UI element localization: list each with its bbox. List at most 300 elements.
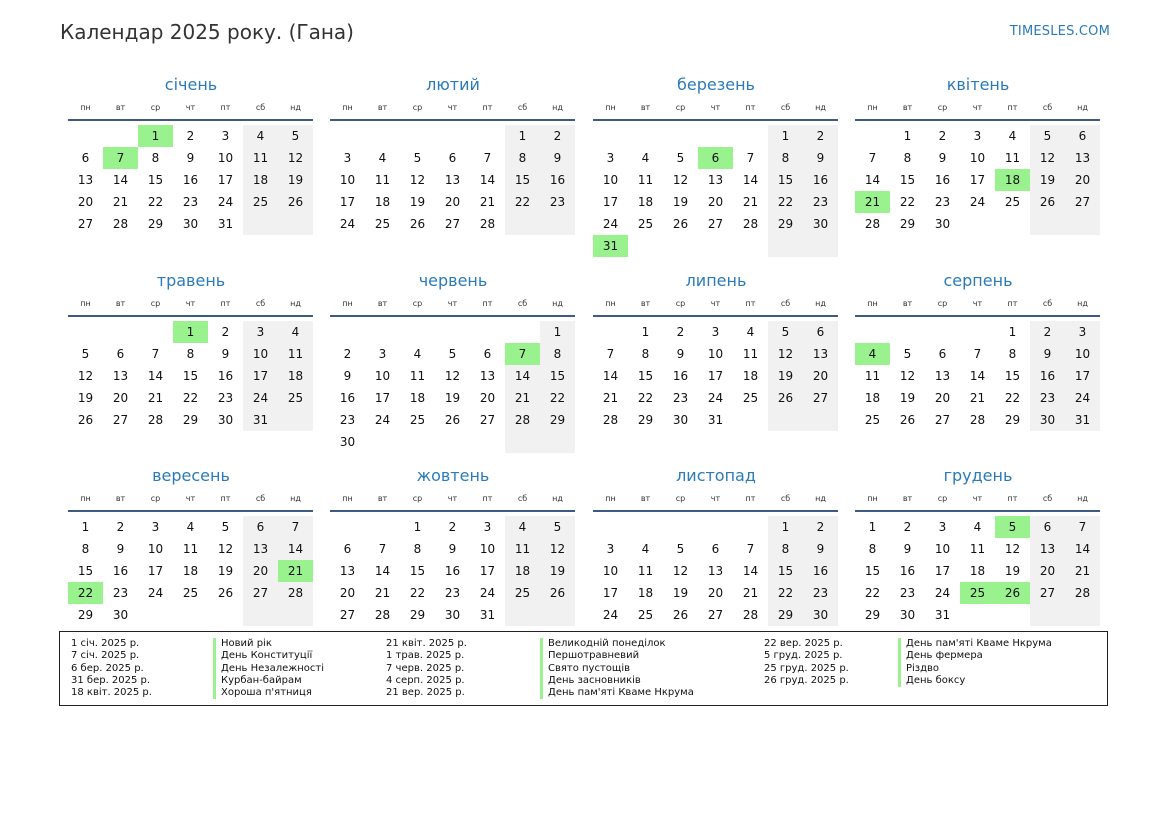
day-cell: 25 <box>637 608 654 622</box>
weekday-header <box>855 98 1101 118</box>
day-cell: 26 <box>409 217 426 231</box>
weekday-label: нд <box>815 494 826 503</box>
month-name: липень <box>685 271 747 290</box>
day-cell: 29 <box>768 213 803 235</box>
day-cell: 28 <box>479 217 496 231</box>
empty-day-cell <box>400 125 435 147</box>
empty-day-cell <box>593 516 628 538</box>
days-grid <box>593 125 839 257</box>
day-cell: 29 <box>409 608 426 622</box>
empty-day-cell <box>540 431 575 453</box>
day-cell: 10 <box>147 542 164 556</box>
day-cell: 12 <box>409 173 426 187</box>
weekday-label: чт <box>447 103 458 112</box>
weekday-header <box>330 294 576 314</box>
empty-day-cell <box>628 125 663 147</box>
day-cell: 30 <box>672 413 689 427</box>
day-cell: 10 <box>374 369 391 383</box>
site-link[interactable]: TIMESLES.COM <box>1009 24 1110 39</box>
day-cell: 11 <box>409 369 426 383</box>
day-cell: 12 <box>1004 542 1021 556</box>
holiday-date: 21 квіт. 2025 р. <box>386 638 467 649</box>
weekday-label: нд <box>290 299 301 308</box>
day-cell: 13 <box>243 538 278 560</box>
day-cell: 14 <box>742 173 759 187</box>
day-cell: 16 <box>540 169 575 191</box>
header-divider <box>855 315 1100 317</box>
weekday-header <box>593 489 839 509</box>
day-cell: 1 <box>903 129 912 143</box>
day-cell: 24 <box>969 195 986 209</box>
holiday-name: День пам'яті Кваме Нкрума <box>906 638 1052 649</box>
day-cell: 1 <box>505 125 540 147</box>
days-grid <box>855 125 1101 235</box>
weekday-label: нд <box>290 103 301 112</box>
header-divider <box>330 119 575 121</box>
day-cell: 9 <box>803 147 838 169</box>
day-cell: 27 <box>444 217 461 231</box>
weekday-label: вт <box>377 494 388 503</box>
month-name: травень <box>156 271 226 290</box>
weekday-label: сб <box>780 299 791 308</box>
day-cell: 21 <box>505 387 540 409</box>
day-cell: 13 <box>707 173 724 187</box>
day-cell: 14 <box>742 564 759 578</box>
day-cell: 16 <box>444 564 461 578</box>
month-block <box>593 72 839 257</box>
weekday-header <box>68 98 314 118</box>
day-cell: 25 <box>742 391 759 405</box>
empty-day-cell <box>365 321 400 343</box>
day-cell: 13 <box>479 369 496 383</box>
day-cell: 19 <box>1004 564 1021 578</box>
empty-day-cell <box>435 125 470 147</box>
day-cell: 21 <box>112 195 129 209</box>
day-cell: 8 <box>768 147 803 169</box>
day-cell: 28 <box>505 409 540 431</box>
day-cell: 11 <box>637 564 654 578</box>
month-block <box>68 72 314 235</box>
day-cell: 29 <box>1004 413 1021 427</box>
day-cell: 6 <box>1030 516 1065 538</box>
day-cell: 3 <box>973 129 982 143</box>
weekday-label: чт <box>972 494 983 503</box>
day-cell: 22 <box>637 391 654 405</box>
empty-day-cell <box>330 321 365 343</box>
day-cell: 5 <box>221 520 230 534</box>
day-cell: 27 <box>339 608 356 622</box>
day-cell: 14 <box>602 369 619 383</box>
day-cell: 8 <box>413 542 422 556</box>
day-cell: 26 <box>540 582 575 604</box>
day-cell: 9 <box>186 151 195 165</box>
weekday-label: вт <box>902 103 913 112</box>
day-cell: 7 <box>746 542 755 556</box>
day-cell: 28 <box>742 608 759 622</box>
empty-day-cell <box>470 321 505 343</box>
day-cell: 12 <box>672 173 689 187</box>
day-cell: 5 <box>676 542 685 556</box>
day-cell: 26 <box>672 217 689 231</box>
empty-day-cell <box>855 125 890 147</box>
day-cell: 10 <box>479 542 496 556</box>
day-cell: 27 <box>1030 582 1065 604</box>
day-cell: 12 <box>672 564 689 578</box>
day-cell: 22 <box>540 387 575 409</box>
day-cell: 20 <box>77 195 94 209</box>
weekday-label: вт <box>115 299 126 308</box>
legend-dates-column <box>71 638 152 699</box>
day-cell: 30 <box>899 608 916 622</box>
days-grid <box>330 321 576 453</box>
day-cell: 9 <box>540 147 575 169</box>
day-cell: 8 <box>868 542 877 556</box>
day-cell: 3 <box>483 520 492 534</box>
day-cell: 4 <box>413 347 422 361</box>
day-cell: 27 <box>77 217 94 231</box>
day-cell: 18 <box>243 169 278 191</box>
month-block <box>593 463 839 626</box>
day-cell: 14 <box>112 173 129 187</box>
day-cell: 15 <box>768 560 803 582</box>
day-cell: 16 <box>182 173 199 187</box>
day-cell: 27 <box>707 217 724 231</box>
day-cell: 21 <box>278 560 313 582</box>
holiday-name: День засновників <box>548 674 641 686</box>
day-cell: 14 <box>969 369 986 383</box>
header-divider <box>593 119 838 121</box>
weekday-label: пн <box>80 494 91 503</box>
empty-day-cell <box>330 125 365 147</box>
empty-day-cell <box>698 125 733 147</box>
weekday-label: пт <box>745 103 756 112</box>
day-cell: 25 <box>505 582 540 604</box>
day-cell: 29 <box>864 608 881 622</box>
day-cell: 24 <box>1065 387 1100 409</box>
empty-day-cell <box>138 604 173 626</box>
day-cell: 15 <box>637 369 654 383</box>
day-cell: 15 <box>899 173 916 187</box>
weekday-header <box>68 294 314 314</box>
month-block <box>68 463 314 626</box>
day-cell: 29 <box>147 217 164 231</box>
weekday-label: пн <box>80 299 91 308</box>
weekday-label: нд <box>1077 103 1088 112</box>
weekday-label: чт <box>185 299 196 308</box>
day-cell: 10 <box>969 151 986 165</box>
empty-day-cell <box>768 409 803 431</box>
day-cell: 23 <box>899 586 916 600</box>
day-cell: 12 <box>1030 147 1065 169</box>
day-cell: 2 <box>803 125 838 147</box>
legend-dates-column <box>764 638 849 687</box>
day-cell: 23 <box>444 586 461 600</box>
weekday-label: чт <box>972 299 983 308</box>
day-cell: 26 <box>899 413 916 427</box>
day-cell: 4 <box>278 321 313 343</box>
empty-day-cell <box>890 321 925 343</box>
month-name: березень <box>677 75 755 94</box>
weekday-header <box>855 294 1101 314</box>
empty-day-cell <box>330 516 365 538</box>
day-cell: 26 <box>1030 191 1065 213</box>
weekday-label: ср <box>150 103 161 112</box>
day-cell: 16 <box>217 369 234 383</box>
day-cell: 11 <box>374 173 391 187</box>
day-cell: 6 <box>803 321 838 343</box>
day-cell: 2 <box>938 129 947 143</box>
day-cell: 22 <box>899 195 916 209</box>
weekday-label: нд <box>552 299 563 308</box>
day-cell: 25 <box>864 413 881 427</box>
day-cell: 2 <box>186 129 195 143</box>
holiday-name: День пам'яті Кваме Нкрума <box>548 687 694 699</box>
day-cell: 20 <box>1065 169 1100 191</box>
days-grid <box>593 321 839 431</box>
day-cell: 30 <box>934 217 951 231</box>
day-cell: 19 <box>672 586 689 600</box>
day-cell: 23 <box>1030 387 1065 409</box>
month-block <box>855 268 1101 431</box>
empty-day-cell <box>103 125 138 147</box>
day-cell: 11 <box>278 343 313 365</box>
day-cell: 29 <box>182 413 199 427</box>
empty-day-cell <box>470 431 505 453</box>
weekday-label: пт <box>1007 103 1018 112</box>
empty-day-cell <box>995 604 1030 626</box>
empty-day-cell <box>768 235 803 257</box>
day-cell: 30 <box>182 217 199 231</box>
legend-names-column <box>898 638 1052 687</box>
day-cell: 21 <box>479 195 496 209</box>
days-grid <box>68 321 314 431</box>
weekday-label: ср <box>150 494 161 503</box>
empty-day-cell <box>243 604 278 626</box>
weekday-label: вт <box>377 103 388 112</box>
day-cell: 31 <box>479 608 496 622</box>
day-cell: 15 <box>540 365 575 387</box>
day-cell: 3 <box>378 347 387 361</box>
day-cell: 19 <box>217 564 234 578</box>
day-cell: 6 <box>343 542 352 556</box>
day-cell: 5 <box>903 347 912 361</box>
day-cell: 2 <box>540 125 575 147</box>
empty-day-cell <box>365 516 400 538</box>
empty-day-cell <box>278 604 313 626</box>
day-cell: 20 <box>479 391 496 405</box>
legend-names-column <box>213 638 324 699</box>
day-cell: 3 <box>343 151 352 165</box>
day-cell: 5 <box>413 151 422 165</box>
weekday-label: ср <box>937 494 948 503</box>
day-cell: 1 <box>540 321 575 343</box>
day-cell: 30 <box>444 608 461 622</box>
day-cell: 23 <box>182 195 199 209</box>
day-cell: 21 <box>374 586 391 600</box>
day-cell: 19 <box>77 391 94 405</box>
day-cell: 15 <box>1004 369 1021 383</box>
weekday-label: вт <box>640 299 651 308</box>
day-cell: 4 <box>855 343 890 365</box>
day-cell: 27 <box>1065 191 1100 213</box>
day-cell: 8 <box>505 147 540 169</box>
day-cell: 16 <box>112 564 129 578</box>
day-cell: 3 <box>1065 321 1100 343</box>
weekday-header <box>330 489 576 509</box>
month-block <box>330 463 576 626</box>
day-cell: 1 <box>768 125 803 147</box>
empty-day-cell <box>698 516 733 538</box>
weekday-label: чт <box>447 494 458 503</box>
day-cell: 18 <box>637 586 654 600</box>
day-cell: 16 <box>1030 365 1065 387</box>
empty-day-cell <box>470 125 505 147</box>
day-cell: 13 <box>339 564 356 578</box>
holiday-date: 25 груд. 2025 р. <box>764 662 849 674</box>
day-cell: 14 <box>505 365 540 387</box>
day-cell: 24 <box>602 217 619 231</box>
weekday-label: пт <box>745 494 756 503</box>
day-cell: 21 <box>855 191 890 213</box>
day-cell: 22 <box>1004 391 1021 405</box>
day-cell: 22 <box>864 586 881 600</box>
day-cell: 25 <box>182 586 199 600</box>
weekday-label: вт <box>902 494 913 503</box>
holiday-name: День боксу <box>906 674 966 686</box>
day-cell: 4 <box>505 516 540 538</box>
day-cell: 7 <box>505 343 540 365</box>
day-cell: 29 <box>899 217 916 231</box>
day-cell: 2 <box>116 520 125 534</box>
weekday-label: нд <box>552 103 563 112</box>
day-cell: 11 <box>182 542 199 556</box>
day-cell: 19 <box>409 195 426 209</box>
months-grid <box>68 72 1102 632</box>
day-cell: 22 <box>768 582 803 604</box>
empty-day-cell <box>1030 604 1065 626</box>
day-cell: 22 <box>409 586 426 600</box>
day-cell: 23 <box>803 582 838 604</box>
weekday-label: пн <box>867 103 878 112</box>
day-cell: 2 <box>1030 321 1065 343</box>
day-cell: 30 <box>339 435 356 449</box>
day-cell: 21 <box>147 391 164 405</box>
empty-day-cell <box>733 235 768 257</box>
days-grid <box>68 516 314 626</box>
holiday-date: 4 серп. 2025 р. <box>386 674 465 686</box>
day-cell: 6 <box>938 347 947 361</box>
day-cell: 25 <box>409 413 426 427</box>
header-divider <box>593 510 838 512</box>
empty-day-cell <box>208 604 243 626</box>
day-cell: 7 <box>278 516 313 538</box>
day-cell: 21 <box>742 195 759 209</box>
day-cell: 21 <box>602 391 619 405</box>
day-cell: 1 <box>173 321 208 343</box>
empty-day-cell <box>505 604 540 626</box>
day-cell: 28 <box>112 217 129 231</box>
holiday-date: 18 квіт. 2025 р. <box>71 687 152 699</box>
day-cell: 17 <box>479 564 496 578</box>
day-cell: 7 <box>378 542 387 556</box>
day-cell: 20 <box>444 195 461 209</box>
weekday-label: пн <box>342 299 353 308</box>
day-cell: 31 <box>1065 409 1100 431</box>
holiday-date: 1 січ. 2025 р. <box>71 638 140 649</box>
empty-day-cell <box>1065 604 1100 626</box>
day-cell: 7 <box>868 151 877 165</box>
day-cell: 7 <box>151 347 160 361</box>
empty-day-cell <box>803 235 838 257</box>
day-cell: 9 <box>903 542 912 556</box>
day-cell: 10 <box>602 173 619 187</box>
day-cell: 14 <box>1065 538 1100 560</box>
day-cell: 11 <box>742 347 759 361</box>
empty-day-cell <box>925 321 960 343</box>
empty-day-cell <box>1030 213 1065 235</box>
empty-day-cell <box>733 409 768 431</box>
day-cell: 3 <box>606 542 615 556</box>
empty-day-cell <box>995 213 1030 235</box>
month-block <box>68 268 314 431</box>
days-grid <box>593 516 839 626</box>
day-cell: 13 <box>803 343 838 365</box>
day-cell: 25 <box>278 387 313 409</box>
weekday-label: ср <box>412 103 423 112</box>
day-cell: 20 <box>243 560 278 582</box>
day-cell: 19 <box>768 365 803 387</box>
weekday-label: пн <box>605 103 616 112</box>
weekday-label: вт <box>115 494 126 503</box>
weekday-label: пн <box>605 299 616 308</box>
holiday-name: День Незалежності <box>221 662 325 674</box>
holiday-date: 6 бер. 2025 р. <box>71 662 144 674</box>
day-cell: 14 <box>147 369 164 383</box>
day-cell: 16 <box>803 560 838 582</box>
empty-day-cell <box>733 125 768 147</box>
weekday-label: нд <box>815 299 826 308</box>
empty-day-cell <box>505 321 540 343</box>
day-cell: 2 <box>803 516 838 538</box>
month-name: січень <box>164 75 218 94</box>
empty-day-cell <box>68 125 103 147</box>
day-cell: 5 <box>278 125 313 147</box>
holiday-name: День Конституції <box>221 650 313 662</box>
day-cell: 8 <box>641 347 650 361</box>
day-cell: 30 <box>803 604 838 626</box>
day-cell: 19 <box>444 391 461 405</box>
day-cell: 19 <box>540 560 575 582</box>
month-name: жовтень <box>416 466 490 485</box>
weekday-label: вт <box>377 299 388 308</box>
weekday-label: сб <box>1042 494 1053 503</box>
day-cell: 13 <box>1065 147 1100 169</box>
day-cell: 20 <box>707 586 724 600</box>
holiday-name: Хороша п'ятниця <box>221 687 312 699</box>
day-cell: 15 <box>182 369 199 383</box>
header-divider <box>330 315 575 317</box>
day-cell: 9 <box>676 347 685 361</box>
day-cell: 26 <box>278 191 313 213</box>
day-cell: 26 <box>768 387 803 409</box>
weekday-label: сб <box>255 494 266 503</box>
day-cell: 18 <box>742 369 759 383</box>
day-cell: 9 <box>803 538 838 560</box>
month-block <box>855 463 1101 626</box>
empty-day-cell <box>663 516 698 538</box>
day-cell: 1 <box>641 325 650 339</box>
day-cell: 25 <box>374 217 391 231</box>
